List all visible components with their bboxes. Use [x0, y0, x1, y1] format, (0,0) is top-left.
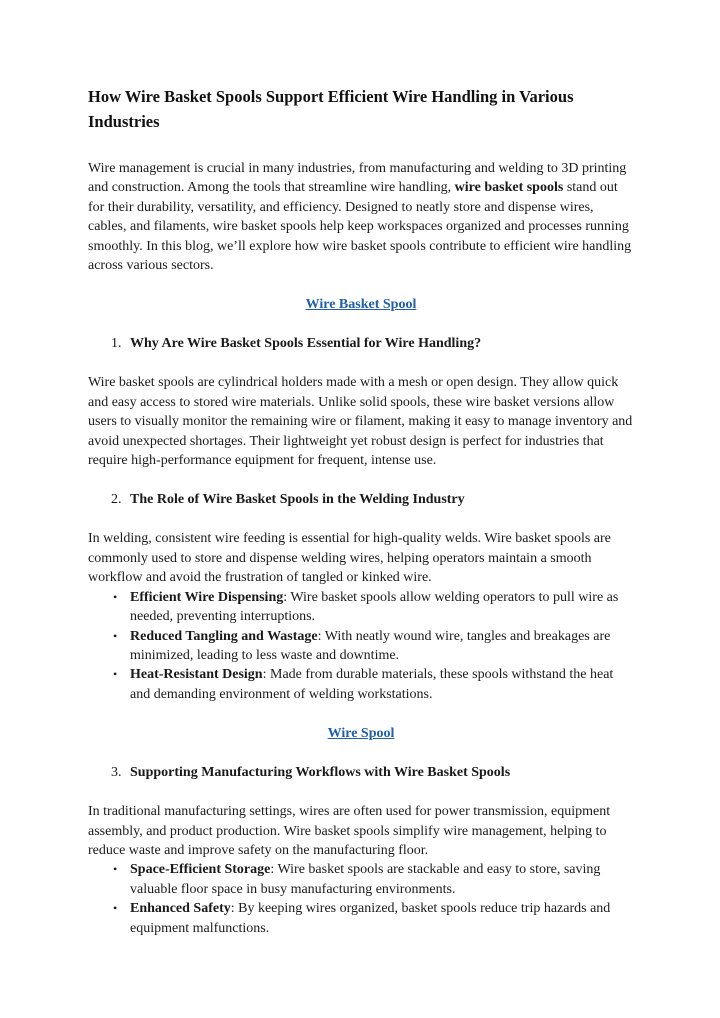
- section-2-heading: [88, 490, 634, 509]
- section-2-paragraph: In welding, consistent wire feeding is essential for high-quality welds. Wire basket spools are commonly used to store and dispense welding wires, helping operators maintain a smooth workflow and avoid the frustration of tangled or kinked wire.: [88, 531, 611, 586]
- intro-text-end: stand out for their durability, versatility, and efficiency. Designed to neatly store and dispense wires, cables, and filaments, wire basket spools help keep workspaces organized and processes running smoothly. In this blog, we’ll explore how wire basket spools contribute to efficient wire handling across various sectors.: [88, 180, 632, 274]
- section-1-heading: [88, 334, 634, 353]
- section-3-number: 3.: [111, 765, 122, 781]
- list-item: [88, 665, 634, 704]
- bullet-term: Space-Efficient Storage: [130, 862, 271, 878]
- section-3-paragraph: In traditional manufacturing settings, wires are often used for power transmission, equipment assembly, and product production. Wire basket spools simplify wire management, helping to reduce waste and improve safety on the manufacturing floor.: [88, 804, 611, 858]
- section-3-heading: [88, 763, 634, 782]
- bullet-description: : By keeping wires organized, basket spools reduce trip hazards and equipment malfunctions.: [130, 901, 611, 936]
- page-title: How Wire Basket Spools Support Efficient Wire Handling in Various Industries: [88, 87, 574, 131]
- bullet-term: Heat-Resistant Design: [130, 667, 263, 683]
- bullet-term: Enhanced Safety: [130, 901, 231, 917]
- section-1-paragraph: Wire basket spools are cylindrical holders made with a mesh or open design. They allow quick and easy access to stored wire materials. Unlike solid spools, these wire basket versions allow users to visually monitor the remaining wire or filament, making it easy to manage inventory and avoid unexpected shortages. Their lightweight yet robust design is perfect for industries that require high-performance equipment for frequent, intense use.: [88, 375, 633, 469]
- bullet-icon: •: [113, 901, 118, 916]
- bullet-description: : With neatly wound wire, tangles and breakages are minimized, leading to less waste and downtime.: [130, 628, 611, 663]
- bullet-description: : Wire basket spools allow welding operators to pull wire as needed, preventing interruptions.: [130, 589, 619, 625]
- wire-spool-link[interactable]: Wire Spool: [327, 726, 395, 742]
- list-item: [88, 899, 634, 938]
- section-3-bullet-list: [88, 860, 634, 938]
- link-container-2: [88, 724, 634, 743]
- section-2-bullet-list: [88, 588, 634, 704]
- wire-basket-spool-link[interactable]: Wire Basket Spool: [305, 297, 417, 313]
- bullet-icon: •: [113, 667, 118, 682]
- section-2-title: The Role of Wire Basket Spools in the Welding Industry: [130, 492, 465, 508]
- bullet-icon: •: [113, 628, 118, 643]
- bullet-term: Efficient Wire Dispensing: [130, 589, 284, 605]
- list-item: [88, 627, 634, 666]
- list-item: [88, 588, 634, 627]
- bullet-description: : Wire basket spools are stackable and easy to store, saving valuable floor space in busy manufacturing environments.: [130, 862, 601, 897]
- bullet-icon: •: [113, 589, 118, 604]
- section-2-number: 2.: [111, 492, 122, 508]
- intro-bold-keyword: wire basket spools: [454, 180, 564, 196]
- intro-paragraph: [88, 159, 634, 275]
- section-1-title: Why Are Wire Basket Spools Essential for Wire Handling?: [130, 336, 482, 352]
- bullet-term: Reduced Tangling and Wastage: [130, 628, 318, 644]
- intro-text-start: Wire management is crucial in many industries, from manufacturing and welding to 3D printing and construction. Among the tools that streamline wire handling,: [88, 161, 627, 196]
- section-1-number: 1.: [111, 336, 122, 352]
- link-container-1: [88, 295, 634, 314]
- bullet-description: : Made from durable materials, these spools withstand the heat and demanding environment of welding workstations.: [130, 667, 614, 702]
- list-item: [88, 860, 634, 899]
- section-3-title: Supporting Manufacturing Workflows with Wire Basket Spools: [130, 765, 511, 781]
- bullet-icon: •: [113, 862, 118, 877]
